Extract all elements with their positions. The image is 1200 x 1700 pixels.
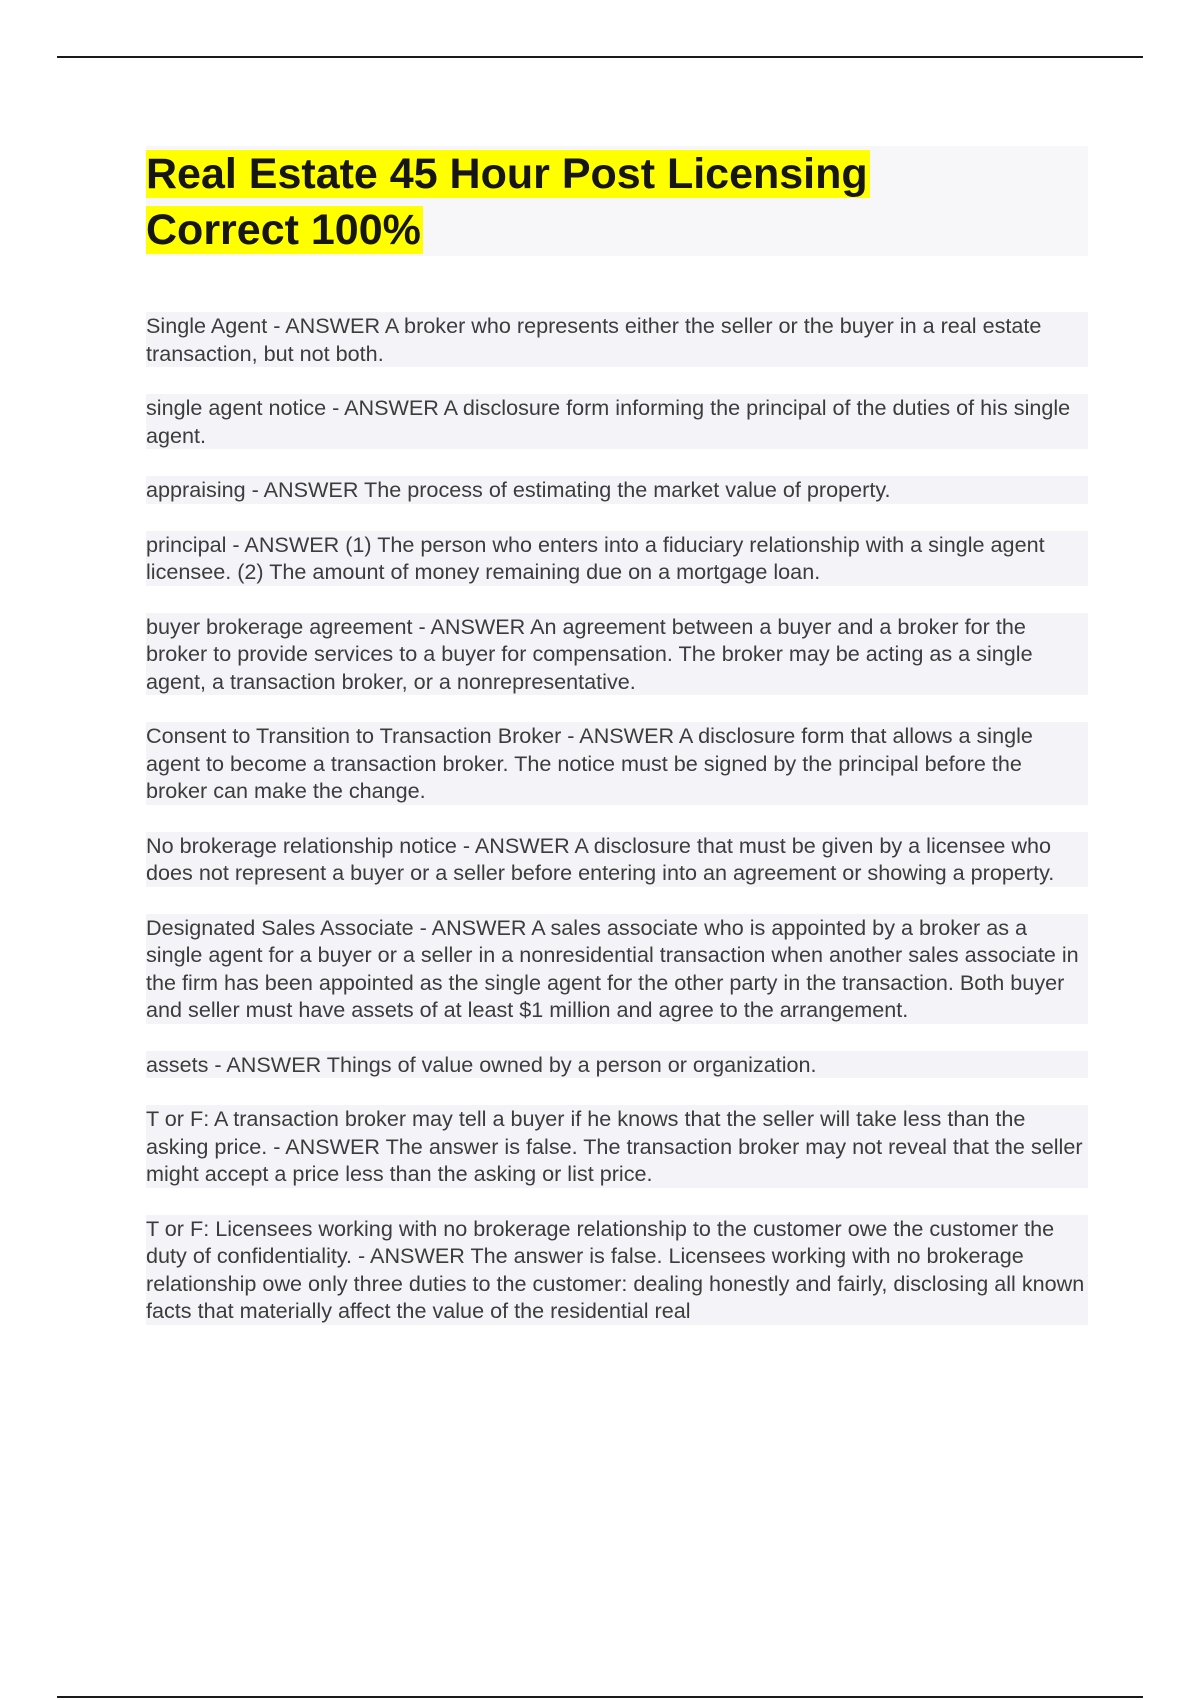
top-rule	[57, 56, 1143, 58]
entry-designated-sales-associate: Designated Sales Associate - ANSWER A sales associate who is appointed by a broker as a single agent for a buyer or a seller in a nonresidential transaction when another sales associate in the firm has been appointed as the single agent for the other party in the transaction. Both buyer and seller must have assets of at least $1 million and agree to the arrangement.	[146, 914, 1088, 1024]
entry-appraising: appraising - ANSWER The process of estimating the market value of property.	[146, 476, 1088, 504]
entry-assets: assets - ANSWER Things of value owned by a person or organization.	[146, 1051, 1088, 1079]
entry-single-agent-notice: single agent notice - ANSWER A disclosure form informing the principal of the duties of his single agent.	[146, 394, 1088, 449]
entry-tf-no-brokerage-confidentiality: T or F: Licensees working with no brokerage relationship to the customer owe the customer the duty of confidentiality. - ANSWER The answer is false. Licensees working with no brokerage relationship owe only three duties to the customer: dealing honestly and fairly, disclosing all known facts that materially affect the value of the residential real	[146, 1215, 1088, 1325]
entry-consent-to-transition: Consent to Transition to Transaction Broker - ANSWER A disclosure form that allows a single agent to become a transaction broker. The notice must be signed by the principal before the broker can make the change.	[146, 722, 1088, 805]
document-page	[146, 146, 1088, 1352]
title-block	[146, 146, 1088, 256]
entry-tf-transaction-broker: T or F: A transaction broker may tell a buyer if he knows that the seller will take less than the asking price. - ANSWER The answer is false. The transaction broker may not reveal that the seller might accept a price less than the asking or list price.	[146, 1105, 1088, 1188]
entries-list	[146, 312, 1088, 1325]
bottom-rule	[57, 1696, 1143, 1698]
entry-single-agent: Single Agent - ANSWER A broker who represents either the seller or the buyer in a real estate transaction, but not both.	[146, 312, 1088, 367]
entry-principal: principal - ANSWER (1) The person who enters into a fiduciary relationship with a single agent licensee. (2) The amount of money remaining due on a mortgage loan.	[146, 531, 1088, 586]
entry-no-brokerage-relationship-notice: No brokerage relationship notice - ANSWER A disclosure that must be given by a licensee who does not represent a buyer or a seller before entering into an agreement or showing a property.	[146, 832, 1088, 887]
document-title	[146, 146, 986, 258]
title-highlight: Real Estate 45 Hour Post Licensing Correct 100%	[146, 150, 868, 254]
entry-buyer-brokerage-agreement: buyer brokerage agreement - ANSWER An agreement between a buyer and a broker for the broker to provide services to a buyer for compensation. The broker may be acting as a single agent, a transaction broker, or a nonrepresentative.	[146, 613, 1088, 696]
